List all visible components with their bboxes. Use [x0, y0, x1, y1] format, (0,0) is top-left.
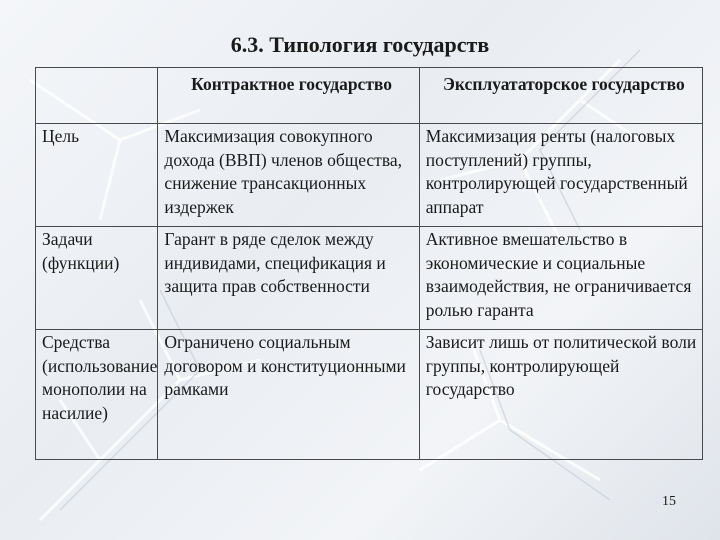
- table-row: [36, 227, 703, 330]
- header-contract-state: Контрактное государство: [158, 68, 419, 124]
- page-number: 15: [662, 494, 676, 509]
- cell-contract-means: Ограничено социальным договором и конституционными рамками: [158, 330, 419, 460]
- table-row: [36, 124, 703, 227]
- cell-exploit-means: Зависит лишь от политической воли группы, контролирующей государство: [419, 330, 702, 460]
- typology-table: [35, 67, 703, 460]
- header-exploitative-state: Эксплуататорское государство: [419, 68, 702, 124]
- cell-contract-functions: Гарант в ряде сделок между индивидами, спецификация и защита прав собственности: [158, 227, 419, 330]
- row-label-functions: Задачи (функции): [36, 227, 158, 330]
- table-header-row: [36, 68, 703, 124]
- row-label-means: Средства (использование монополии на насилие): [36, 330, 158, 460]
- row-label-goal: Цель: [36, 124, 158, 227]
- cell-exploit-goal: Максимизация ренты (налоговых поступлений) группы, контролирующей государственный аппарат: [419, 124, 702, 227]
- cell-contract-goal: Максимизация совокупного дохода (ВВП) членов общества, снижение трансакционных издержек: [158, 124, 419, 227]
- header-empty-cell: [36, 68, 158, 124]
- slide-title: 6.3. Типология государств: [230, 32, 490, 57]
- table-row: [36, 330, 703, 460]
- cell-exploit-functions: Активное вмешательство в экономические и социальные взаимодействия, не ограничивается ролью гаранта: [419, 227, 702, 330]
